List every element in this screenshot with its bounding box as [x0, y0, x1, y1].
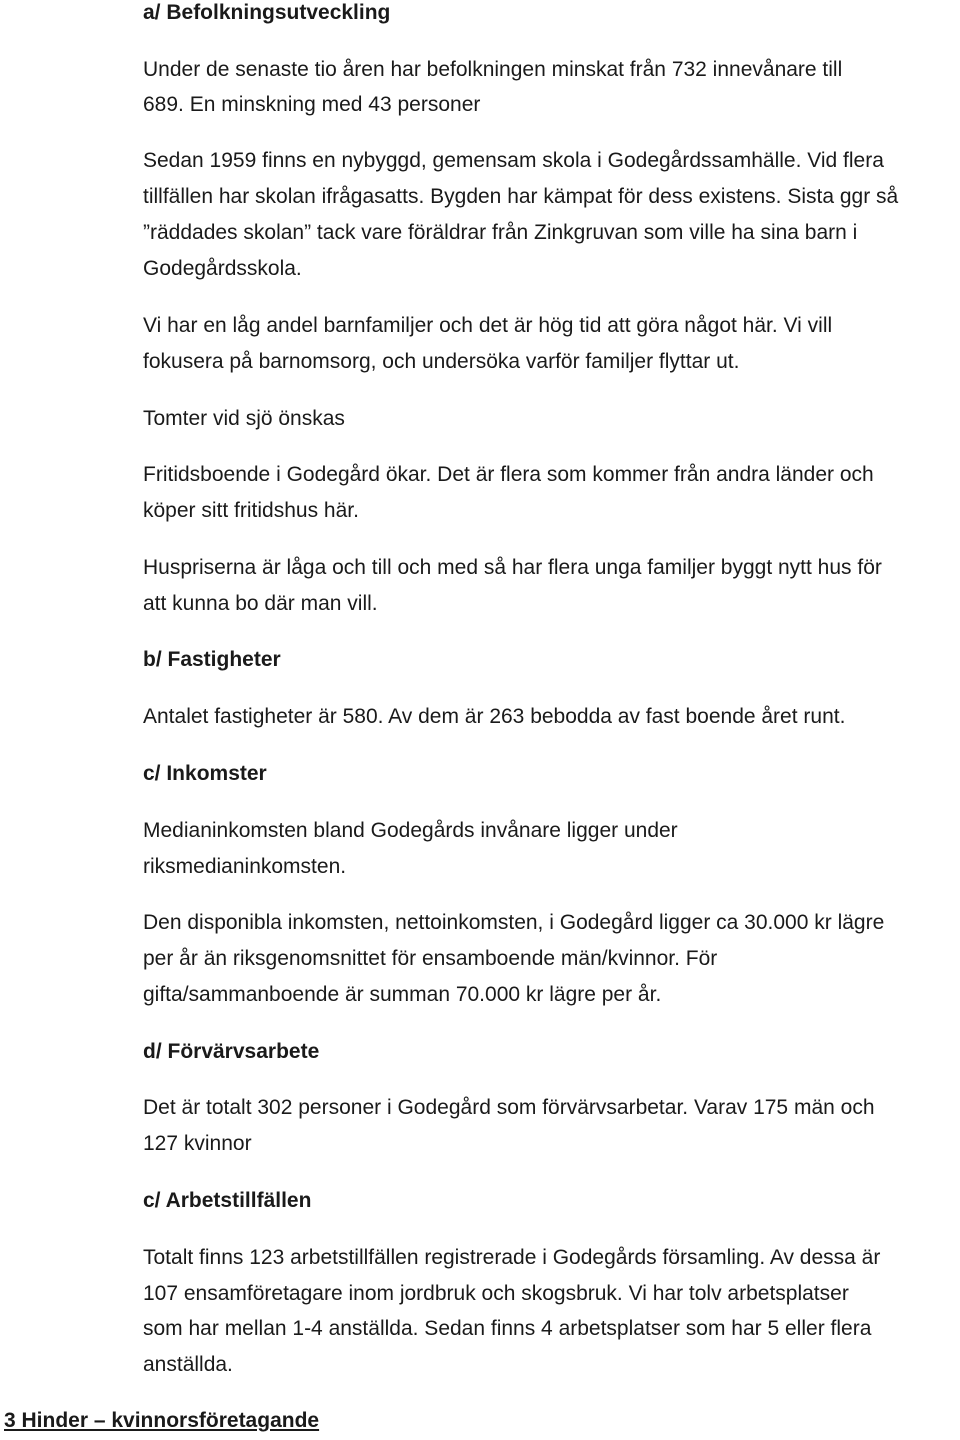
paragraph-line: som har mellan 1-4 anställda. Sedan finns 4 arbetsplatser som har 5 eller flera: [143, 1317, 872, 1340]
paragraph-line: fokusera på barnomsorg, och undersöka varför familjer flyttar ut.: [143, 350, 740, 373]
paragraph-line: Totalt finns 123 arbetstillfällen registrerade i Godegårds församling. Av dessa är: [143, 1246, 881, 1269]
paragraph-line: köper sitt fritidshus här.: [143, 499, 359, 522]
paragraph-line: Sedan 1959 finns en nybyggd, gemensam skola i Godegårdssamhälle. Vid flera: [143, 149, 884, 172]
paragraph-line: tillfällen har skolan ifrågasatts. Bygden har kämpat för dess existens. Sista ggr så: [143, 185, 899, 208]
paragraph-line: Fritidsboende i Godegård ökar. Det är flera som kommer från andra länder och: [143, 463, 874, 486]
paragraph-line: Vi har en låg andel barnfamiljer och det är hög tid att göra något här. Vi vill: [143, 314, 833, 337]
section-heading-befolkningsutveckling: a/ Befolkningsutveckling: [143, 1, 391, 24]
section-heading-inkomster: c/ Inkomster: [143, 762, 267, 785]
paragraph-line: Medianinkomsten bland Godegårds invånare ligger under: [143, 819, 678, 842]
paragraph-line: anställda.: [143, 1353, 233, 1376]
paragraph-line: Godegårdsskola.: [143, 257, 302, 280]
paragraph-line: Antalet fastigheter är 580. Av dem är 263 bebodda av fast boende året runt.: [143, 705, 846, 728]
paragraph-line: Tomter vid sjö önskas: [143, 407, 345, 430]
paragraph-line: Det är totalt 302 personer i Godegård som förvärvsarbetar. Varav 175 män och: [143, 1096, 875, 1119]
paragraph-line: per år än riksgenomsnittet för ensamboende män/kvinnor. För: [143, 947, 718, 970]
paragraph-line: 107 ensamföretagare inom jordbruk och skogsbruk. Vi har tolv arbetsplatser: [143, 1282, 849, 1305]
paragraph-line: 127 kvinnor: [143, 1132, 252, 1155]
paragraph-line: att kunna bo där man vill.: [143, 592, 378, 615]
paragraph-line: Den disponibla inkomsten, nettoinkomsten, i Godegård ligger ca 30.000 kr lägre: [143, 911, 885, 934]
section-heading-arbetstillfallen: c/ Arbetstillfällen: [143, 1189, 312, 1212]
paragraph-line: Huspriserna är låga och till och med så har flera unga familjer byggt nytt hus för: [143, 556, 882, 579]
paragraph-line: 689. En minskning med 43 personer: [143, 93, 481, 116]
footer-heading-hinder: 3 Hinder – kvinnorsföretagande: [4, 1409, 320, 1432]
section-heading-fastigheter: b/ Fastigheter: [143, 648, 281, 671]
paragraph-line: riksmedianinkomsten.: [143, 855, 347, 878]
paragraph-line: gifta/sammanboende är summan 70.000 kr lägre per år.: [143, 983, 662, 1006]
section-heading-forvarvsarbete: d/ Förvärvsarbete: [143, 1040, 320, 1063]
paragraph-line: Under de senaste tio åren har befolkningen minskat från 732 innevånare till: [143, 58, 843, 81]
paragraph-line: ”räddades skolan” tack vare föräldrar från Zinkgruvan som ville ha sina barn i: [143, 221, 858, 244]
